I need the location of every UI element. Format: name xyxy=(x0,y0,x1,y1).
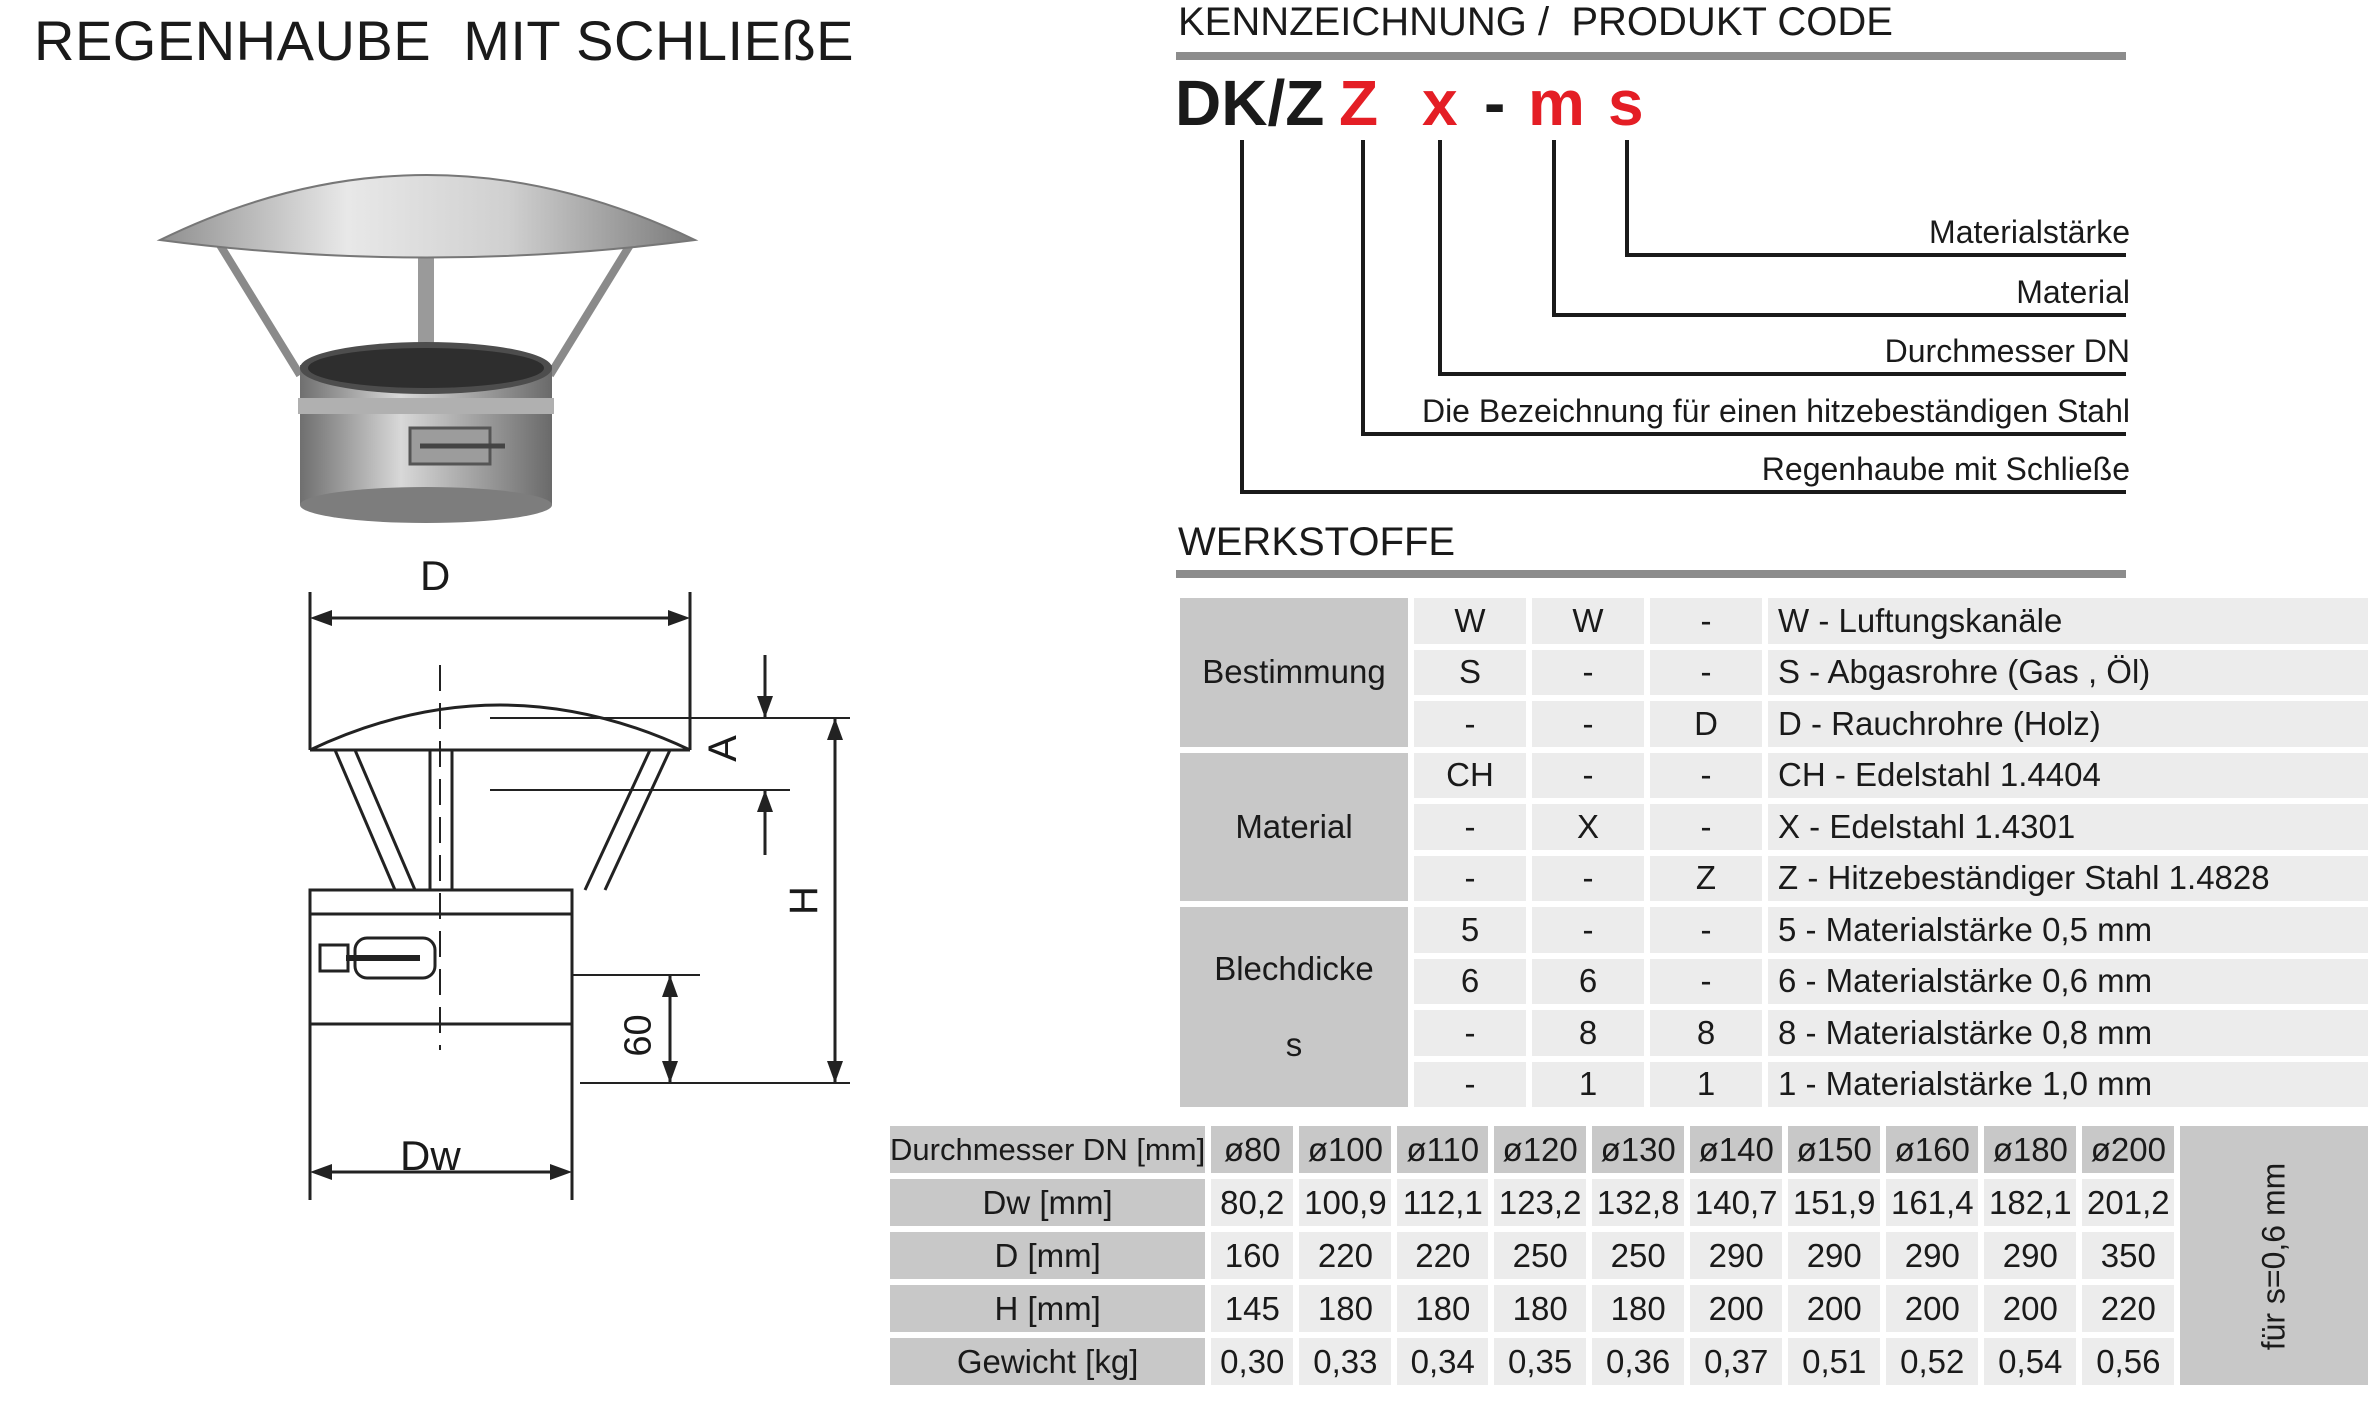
group-label-bestimmung: Bestimmung xyxy=(1180,598,1408,747)
dim-label-60: 60 xyxy=(617,1014,660,1057)
werkstoffe-rule xyxy=(1176,570,2126,578)
table-cell: 6 xyxy=(1532,959,1644,1005)
thickness-note-cell xyxy=(2180,1126,2368,1385)
code-label-thickness: Materialstärke xyxy=(1929,214,2130,250)
code-s: s xyxy=(1608,67,1644,139)
diameter-header: ø200 xyxy=(2082,1126,2174,1173)
table-cell: D xyxy=(1650,701,1762,747)
thickness-note: für s=0,6 mm xyxy=(2255,1162,2292,1350)
table-cell: 180 xyxy=(1397,1285,1488,1332)
table-cell: 200 xyxy=(1886,1285,1978,1332)
code-label-product: Regenhaube mit Schließe xyxy=(1761,451,2130,487)
dim-label-d: D xyxy=(420,552,451,599)
table-cell: 1 xyxy=(1532,1062,1644,1108)
table-cell: W xyxy=(1532,598,1644,644)
diameter-header: ø160 xyxy=(1886,1126,1978,1173)
rain-cap-photo xyxy=(150,150,710,530)
table-cell: 220 xyxy=(1397,1232,1488,1279)
table-cell: 132,8 xyxy=(1592,1179,1684,1226)
table-row xyxy=(1180,907,2368,953)
table-cell: 350 xyxy=(2082,1232,2174,1279)
table-cell: Z xyxy=(1650,856,1762,902)
table-cell: 161,4 xyxy=(1886,1179,1978,1226)
table-row xyxy=(890,1179,2368,1226)
group-label-blechdicke-s: s xyxy=(1285,1026,1303,1063)
code-label-diameter: Durchmesser DN xyxy=(1884,333,2130,369)
materials-table xyxy=(1174,592,2374,1113)
dim-label-a: A xyxy=(700,735,745,762)
row-label: D [mm] xyxy=(890,1232,1205,1279)
table-cell: 180 xyxy=(1494,1285,1586,1332)
table-cell: - xyxy=(1532,701,1644,747)
diameter-header: ø110 xyxy=(1397,1126,1488,1173)
code-header: KENNZEICHNUNG / PRODUKT CODE xyxy=(1178,0,1893,44)
table-cell: - xyxy=(1532,650,1644,696)
table-cell: 200 xyxy=(1984,1285,2076,1332)
table-cell: 8 - Materialstärke 0,8 mm xyxy=(1768,1010,2368,1056)
table-cell: 145 xyxy=(1211,1285,1293,1332)
werkstoffe-header: WERKSTOFFE xyxy=(1178,520,1456,564)
table-cell: 182,1 xyxy=(1984,1179,2076,1226)
diameter-header: ø130 xyxy=(1592,1126,1684,1173)
code-dash: - xyxy=(1484,67,1506,139)
table-row xyxy=(890,1126,2368,1173)
table-cell: CH xyxy=(1414,753,1526,799)
table-cell: 290 xyxy=(1690,1232,1782,1279)
table-cell: 140,7 xyxy=(1690,1179,1782,1226)
table-cell: 0,51 xyxy=(1788,1338,1880,1385)
table-cell: 100,9 xyxy=(1299,1179,1391,1226)
table-cell: 112,1 xyxy=(1397,1179,1488,1226)
diameter-header: ø150 xyxy=(1788,1126,1880,1173)
table-cell: 0,37 xyxy=(1690,1338,1782,1385)
dimensions-table xyxy=(884,1120,2374,1391)
table-cell: 250 xyxy=(1494,1232,1586,1279)
table-cell: S - Abgasrohre (Gas , Öl) xyxy=(1768,650,2368,696)
table-cell: 250 xyxy=(1592,1232,1684,1279)
table-cell: - xyxy=(1650,804,1762,850)
table-cell: 0,56 xyxy=(2082,1338,2174,1385)
diameter-header: ø80 xyxy=(1211,1126,1293,1173)
code-m: m xyxy=(1528,67,1585,139)
table-cell: 1 xyxy=(1650,1062,1762,1108)
row-label: Gewicht [kg] xyxy=(890,1338,1205,1385)
page-title: REGENHAUBE MIT SCHLIEßE xyxy=(34,9,855,72)
table-cell: W - Luftungskanäle xyxy=(1768,598,2368,644)
table-cell: - xyxy=(1650,907,1762,953)
table-cell: CH - Edelstahl 1.4404 xyxy=(1768,753,2368,799)
table-row xyxy=(890,1285,2368,1332)
diameter-header: ø180 xyxy=(1984,1126,2076,1173)
table-row xyxy=(1180,598,2368,644)
table-cell: 5 - Materialstärke 0,5 mm xyxy=(1768,907,2368,953)
table-cell: 8 xyxy=(1532,1010,1644,1056)
group-label-blechdicke-text: Blechdicke xyxy=(1214,950,1374,987)
code-x: x xyxy=(1422,67,1458,139)
table-cell: 220 xyxy=(2082,1285,2174,1332)
group-label-material: Material xyxy=(1180,753,1408,902)
diameter-header: ø100 xyxy=(1299,1126,1391,1173)
table-cell: W xyxy=(1414,598,1526,644)
code-label-material: Material xyxy=(2016,274,2130,310)
table-cell: 0,34 xyxy=(1397,1338,1488,1385)
code-z: Z xyxy=(1339,67,1379,139)
table-cell: - xyxy=(1650,959,1762,1005)
table-cell: 0,52 xyxy=(1886,1338,1978,1385)
table-cell: 5 xyxy=(1414,907,1526,953)
table-cell: S xyxy=(1414,650,1526,696)
table-cell: - xyxy=(1532,907,1644,953)
code-label-steel: Die Bezeichnung für einen hitzebeständigen Stahl xyxy=(1421,393,2130,429)
diameter-header-label: Durchmesser DN [mm] xyxy=(890,1126,1205,1173)
table-cell: 6 xyxy=(1414,959,1526,1005)
row-label: H [mm] xyxy=(890,1285,1205,1332)
table-cell: 123,2 xyxy=(1494,1179,1586,1226)
diameter-header: ø120 xyxy=(1494,1126,1586,1173)
diameter-header: ø140 xyxy=(1690,1126,1782,1173)
table-cell: D - Rauchrohre (Holz) xyxy=(1768,701,2368,747)
table-row xyxy=(1180,753,2368,799)
code-header-rule xyxy=(1176,52,2126,60)
table-cell: 1 - Materialstärke 1,0 mm xyxy=(1768,1062,2368,1108)
table-cell: 200 xyxy=(1690,1285,1782,1332)
table-cell: 0,30 xyxy=(1211,1338,1293,1385)
table-cell: 201,2 xyxy=(2082,1179,2174,1226)
code-prefix: DK/Z xyxy=(1175,67,1325,139)
table-cell: 0,35 xyxy=(1494,1338,1586,1385)
table-cell: 151,9 xyxy=(1788,1179,1880,1226)
table-cell: 180 xyxy=(1299,1285,1391,1332)
table-cell: 0,54 xyxy=(1984,1338,2076,1385)
table-cell: 80,2 xyxy=(1211,1179,1293,1226)
table-row xyxy=(890,1338,2368,1385)
dim-label-h: H xyxy=(781,886,826,915)
table-cell: Z - Hitzebeständiger Stahl 1.4828 xyxy=(1768,856,2368,902)
table-cell: - xyxy=(1414,1062,1526,1108)
row-label: Dw [mm] xyxy=(890,1179,1205,1226)
dim-label-dw: Dw xyxy=(400,1132,461,1179)
table-cell: - xyxy=(1650,650,1762,696)
table-cell: 8 xyxy=(1650,1010,1762,1056)
table-cell: - xyxy=(1414,1010,1526,1056)
table-cell: 180 xyxy=(1592,1285,1684,1332)
table-cell: - xyxy=(1650,598,1762,644)
table-cell: - xyxy=(1650,753,1762,799)
table-cell: - xyxy=(1532,753,1644,799)
table-cell: 160 xyxy=(1211,1232,1293,1279)
table-cell: X - Edelstahl 1.4301 xyxy=(1768,804,2368,850)
table-row xyxy=(890,1232,2368,1279)
table-cell: - xyxy=(1532,856,1644,902)
group-label-blechdicke xyxy=(1180,907,1408,1107)
table-cell: X xyxy=(1532,804,1644,850)
table-cell: 200 xyxy=(1788,1285,1880,1332)
table-cell: 290 xyxy=(1984,1232,2076,1279)
table-cell: - xyxy=(1414,804,1526,850)
table-cell: 6 - Materialstärke 0,6 mm xyxy=(1768,959,2368,1005)
table-cell: 290 xyxy=(1788,1232,1880,1279)
table-cell: 290 xyxy=(1886,1232,1978,1279)
table-cell: 0,33 xyxy=(1299,1338,1391,1385)
table-cell: - xyxy=(1414,856,1526,902)
table-cell: 220 xyxy=(1299,1232,1391,1279)
table-cell: - xyxy=(1414,701,1526,747)
table-cell: 0,36 xyxy=(1592,1338,1684,1385)
